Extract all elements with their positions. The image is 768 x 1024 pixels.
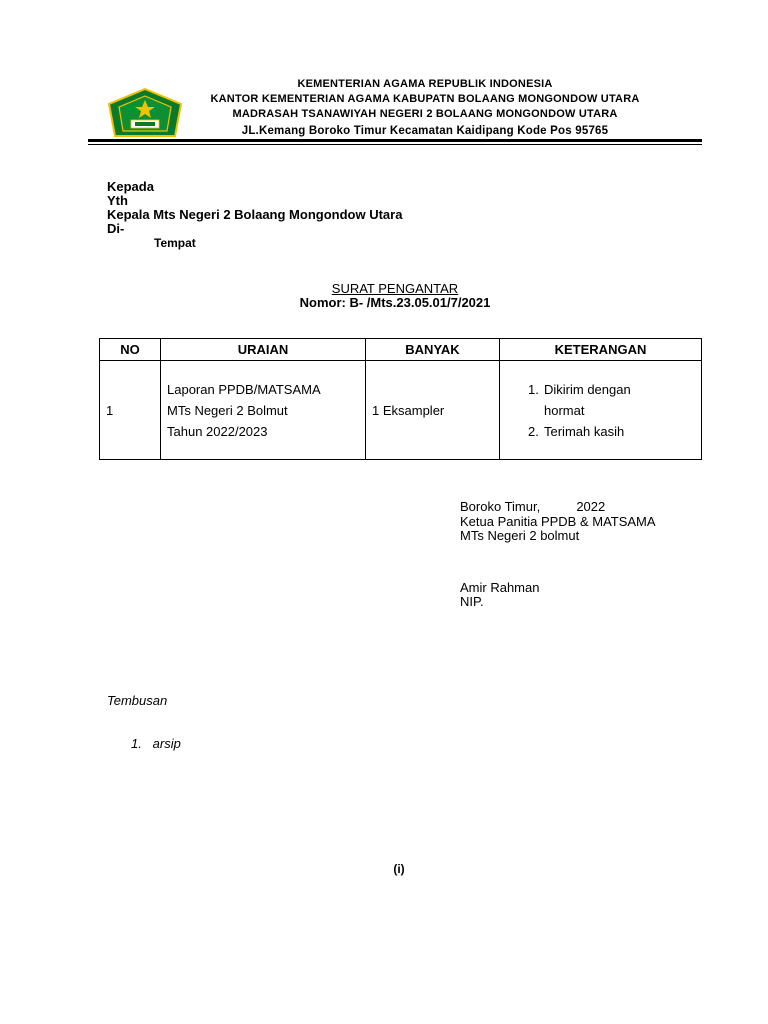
signature-nip: NIP. (460, 594, 484, 609)
uraian-line: Tahun 2022/2023 (167, 423, 268, 439)
keterangan-number: 2. (528, 423, 539, 439)
letterhead-line-ministry: KEMENTERIAN AGAMA REPUBLIK INDONESIA (297, 78, 553, 90)
recipient-kepada: Kepada (107, 179, 154, 194)
document-title (250, 281, 540, 296)
keterangan-item (522, 421, 695, 442)
letterhead-divider-thin (88, 144, 702, 145)
signature-place-date: Boroko Timur, 2022 (460, 499, 606, 514)
tembusan-label: Tembusan (107, 693, 168, 708)
signature-school: MTs Negeri 2 bolmut (460, 528, 580, 543)
keterangan-text: hormat (544, 402, 585, 418)
header-no: NO (100, 339, 161, 361)
cell-banyak: 1 Eksampler (366, 361, 500, 460)
cell-uraian (161, 361, 366, 460)
recipient-name: Kepala Mts Negeri 2 Bolaang Mongondow Utara (107, 207, 403, 222)
document-number: Nomor: B- /Mts.23.05.01/7/2021 (299, 295, 491, 310)
tembusan-item: 1. arsip (131, 736, 181, 751)
document-title-text: SURAT PENGANTAR (331, 281, 459, 296)
letterhead-divider-thick (88, 139, 702, 142)
letterhead-line-address: JL.Kemang Boroko Timur Kecamatan Kaidipang Kode Pos 95765 (241, 125, 609, 137)
keterangan-item-continuation (522, 400, 695, 421)
cell-keterangan (500, 361, 702, 460)
recipient-yth: Yth (107, 193, 128, 208)
kemenag-emblem-icon (107, 88, 183, 138)
uraian-line: Laporan PPDB/MATSAMA (167, 381, 321, 397)
signature-name: Amir Rahman (460, 580, 540, 595)
uraian-line: MTs Negeri 2 Bolmut (167, 402, 288, 418)
page-footer-mark: (i) (393, 862, 405, 876)
table-row (100, 361, 702, 460)
letterhead-line-office: KANTOR KEMENTERIAN AGAMA KABUPATN BOLAANG MONGONDOW UTARA (210, 93, 640, 105)
table-header-row (100, 339, 702, 361)
letterhead-line-school: MADRASAH TSANAWIYAH NEGERI 2 BOLAANG MONGONDOW UTARA (232, 108, 618, 120)
keterangan-text: Dikirim dengan (544, 381, 631, 397)
header-banyak: BANYAK (366, 339, 500, 361)
items-table (99, 338, 702, 460)
cell-no: 1 (100, 361, 161, 460)
header-keterangan: KETERANGAN (500, 339, 702, 361)
keterangan-number: 1. (528, 381, 539, 397)
signature-role: Ketua Panitia PPDB & MATSAMA (460, 514, 656, 529)
recipient-tempat: Tempat (154, 236, 196, 250)
header-uraian: URAIAN (161, 339, 366, 361)
keterangan-text: Terimah kasih (544, 423, 625, 439)
recipient-di: Di- (107, 221, 125, 236)
keterangan-item (522, 379, 695, 400)
